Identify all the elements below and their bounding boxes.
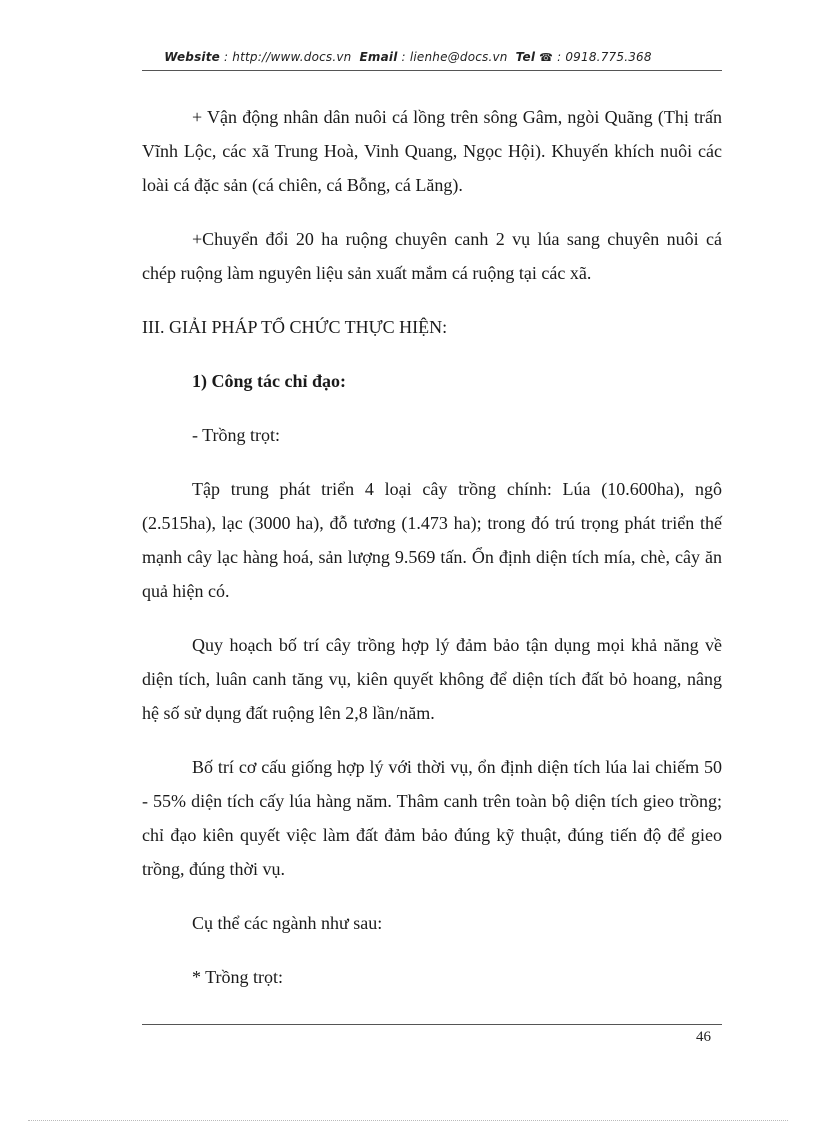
subsection-heading: 1) Công tác chỉ đạo:	[192, 371, 346, 391]
header-rule	[142, 70, 722, 71]
paragraph-seed-structure: Bố trí cơ cấu giống hợp lý với thời vụ, ổn định diện tích lúa lai chiếm 50 - 55% diện tích cấy lúa hàng năm. Thâm canh trên toàn bộ diện tích gieo trồng; chỉ đạo kiên quyết việc làm đất đảm bảo đúng kỹ thuật, đúng tiến độ để gieo trồng, đúng thời vụ.	[142, 757, 722, 879]
tel-label: Tel	[515, 50, 536, 64]
crop-label: - Trồng trọt:	[192, 425, 281, 445]
tel-value: : 0918.775.368	[553, 50, 652, 64]
website-label: Website	[164, 50, 221, 64]
paragraph-crop-planning: Quy hoạch bố trí cây trồng hợp lý đảm bảo tận dụng mọi khả năng về diện tích, luân canh tăng vụ, kiên quyết không để diện tích đất bỏ hoang, nâng hệ số sử dụng đất ruộng lên 2,8 lần/năm.	[142, 635, 722, 723]
document-body	[142, 100, 722, 994]
website-separator: :	[220, 50, 233, 64]
paragraph-rice-field-fish: +Chuyển đổi 20 ha ruộng chuyên canh 2 vụ lúa sang chuyên nuôi cá chép ruộng làm nguyên liệu sản xuất mắm cá ruộng tại các xã.	[142, 229, 722, 283]
email-link[interactable]: lienhe@docs.vn	[409, 50, 508, 64]
paragraph-fish-cage: + Vận động nhân dân nuôi cá lồng trên sông Gâm, ngòi Quãng (Thị trấn Vĩnh Lộc, các xã Trung Hoà, Vinh Quang, Ngọc Hội). Khuyến khích nuôi các loài cá đặc sản (cá chiên, cá Bỗng, cá Lăng).	[142, 107, 722, 195]
footer-rule	[142, 1024, 722, 1025]
paragraph-main-crops: Tập trung phát triển 4 loại cây trồng chính: Lúa (10.600ha), ngô (2.515ha), lạc (3000 ha), đỗ tương (1.473 ha); trong đó trú trọng phát triển thế mạnh cây lạc hàng hoá, sản lượng 9.569 tấn. Ổn định diện tích mía, chè, cây ăn quả hiện có.	[142, 479, 722, 601]
email-separator: :	[397, 50, 410, 64]
page-border	[28, 1120, 788, 1121]
phone-icon: ☎	[539, 51, 554, 64]
paragraph-sectors-intro: Cụ thể các ngành như sau:	[192, 913, 383, 933]
page-header	[0, 50, 816, 64]
email-label: Email	[359, 50, 398, 64]
page-number: 46	[696, 1029, 711, 1045]
section-heading: III. GIẢI PHÁP TỔ CHỨC THỰC HIỆN:	[142, 317, 448, 337]
website-link[interactable]: http://www.docs.vn	[232, 50, 352, 64]
crop-bullet: * Trồng trọt:	[192, 967, 284, 987]
